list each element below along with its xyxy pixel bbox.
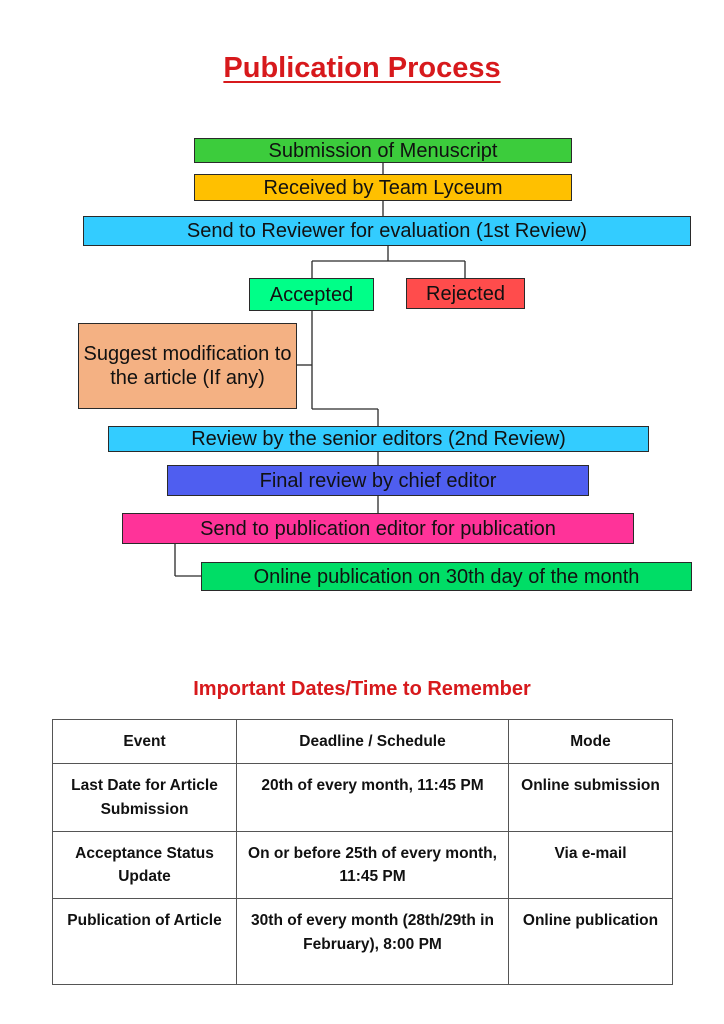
submission-box: Submission of Menuscript	[194, 138, 572, 163]
header-deadline: Deadline / Schedule	[237, 720, 509, 764]
header-event: Event	[53, 720, 237, 764]
accepted-box: Accepted	[249, 278, 374, 311]
table-header-row	[53, 720, 673, 764]
cell-deadline: 20th of every month, 11:45 PM	[237, 764, 509, 832]
send-publication-box: Send to publication editor for publication	[122, 513, 634, 544]
received-box: Received by Team Lyceum	[194, 174, 572, 201]
cell-mode: Via e-mail	[509, 831, 673, 899]
table-row	[53, 831, 673, 899]
table-row	[53, 899, 673, 985]
cell-mode: Online publication	[509, 899, 673, 985]
suggest-modification-box: Suggest modification to the article (If any)	[78, 323, 297, 409]
cell-mode: Online submission	[509, 764, 673, 832]
cell-event: Publication of Article	[53, 899, 237, 985]
cell-deadline: On or before 25th of every month, 11:45 PM	[237, 831, 509, 899]
dates-heading: Important Dates/Time to Remember	[193, 678, 531, 700]
cell-event: Last Date for Article Submission	[53, 764, 237, 832]
cell-event: Acceptance Status Update	[53, 831, 237, 899]
reviewer-box: Send to Reviewer for evaluation (1st Review)	[83, 216, 691, 246]
dates-table	[52, 719, 673, 985]
rejected-box: Rejected	[406, 278, 525, 309]
online-publication-box: Online publication on 30th day of the month	[201, 562, 692, 591]
final-review-box: Final review by chief editor	[167, 465, 589, 496]
header-mode: Mode	[509, 720, 673, 764]
table-row	[53, 764, 673, 832]
cell-deadline: 30th of every month (28th/29th in February), 8:00 PM	[237, 899, 509, 985]
page-title: Publication Process	[223, 52, 501, 84]
senior-review-box: Review by the senior editors (2nd Review)	[108, 426, 649, 452]
